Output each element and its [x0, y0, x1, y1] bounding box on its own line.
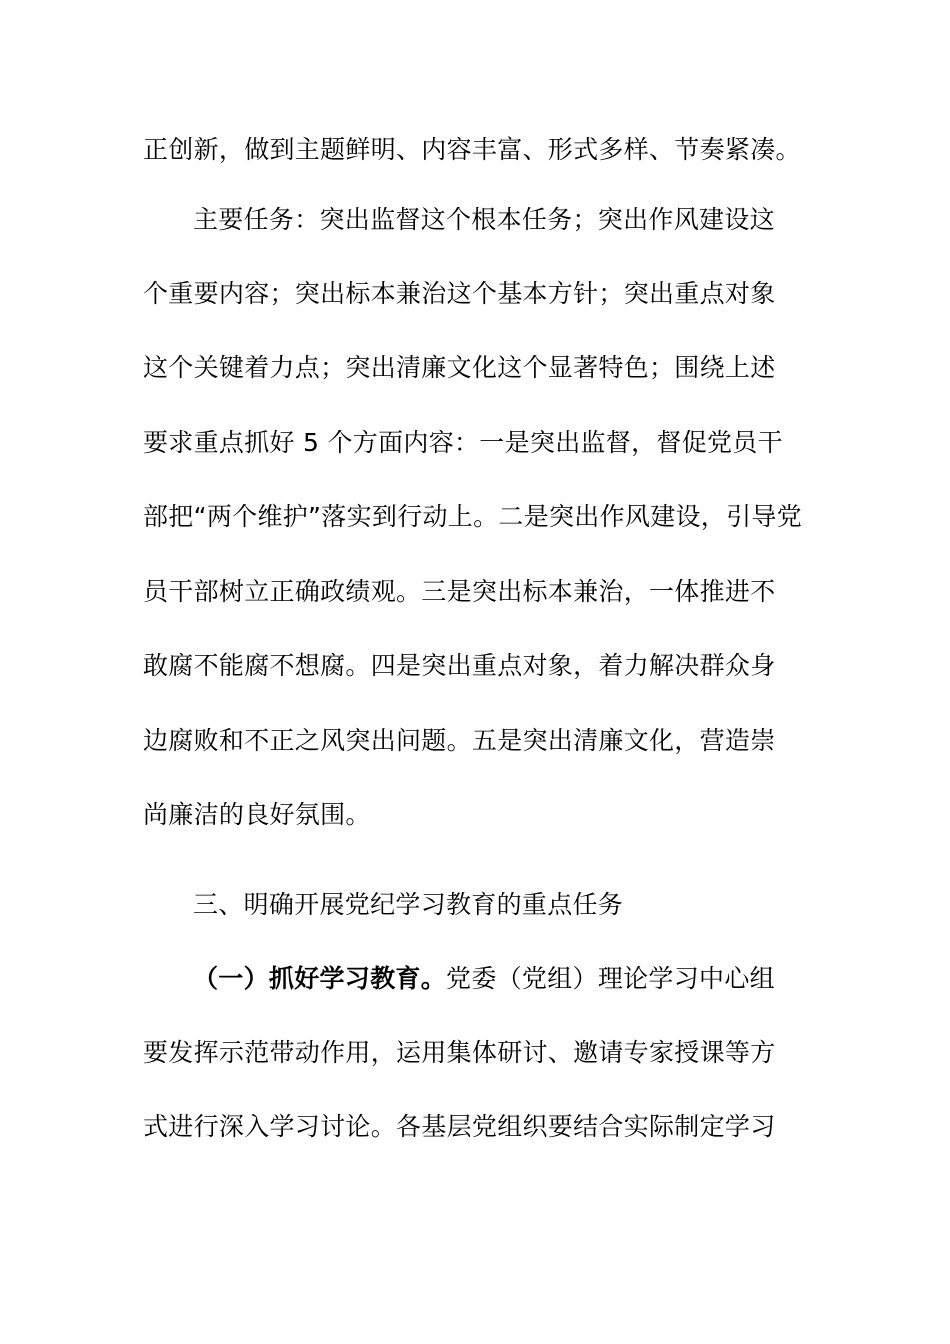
paragraph-line: 部把“两个维护”落实到行动上。二是突出作风建设，引导党: [143, 502, 803, 531]
subsection-first-line: [193, 962, 858, 996]
paragraph-line: 要发挥示范带动作用，运用集体研讨、邀请专家授课等方: [143, 1038, 776, 1067]
paragraph-line: 正创新，做到主题鲜明、内容丰富、形式多样、节奏紧凑。: [143, 135, 801, 164]
paragraph-line: 尚廉洁的良好氛围。: [143, 800, 371, 829]
paragraph-line: 边腐败和不正之风突出问题。五是突出清廉文化，营造崇: [143, 726, 776, 755]
paragraph-line: 这个关键着力点；突出清廉文化这个显著特色；围绕上述: [143, 353, 776, 382]
paragraph-line: 式进行深入学习讨论。各基层党组织要结合实际制定学习: [143, 1112, 776, 1141]
paragraph-line: 主要任务：突出监督这个根本任务；突出作风建设这: [193, 205, 775, 234]
paragraph-line: 要求重点抓好 5 个方面内容：一是突出监督，督促党员干: [143, 428, 783, 457]
paragraph-line: 员干部树立正确政绩观。三是突出标本兼治，一体推进不: [143, 577, 776, 606]
subsection-text: 党委（党组）理论学习中心组: [446, 964, 775, 993]
paragraph-line: 个重要内容；突出标本兼治这个基本方针；突出重点对象: [143, 279, 776, 308]
paragraph-line: 敢腐不能腐不想腐。四是突出重点对象，着力解决群众身: [143, 651, 776, 680]
section-heading: 三、明确开展党纪学习教育的重点任务: [193, 890, 624, 919]
subsection-title: （一）抓好学习教育。: [193, 964, 447, 993]
